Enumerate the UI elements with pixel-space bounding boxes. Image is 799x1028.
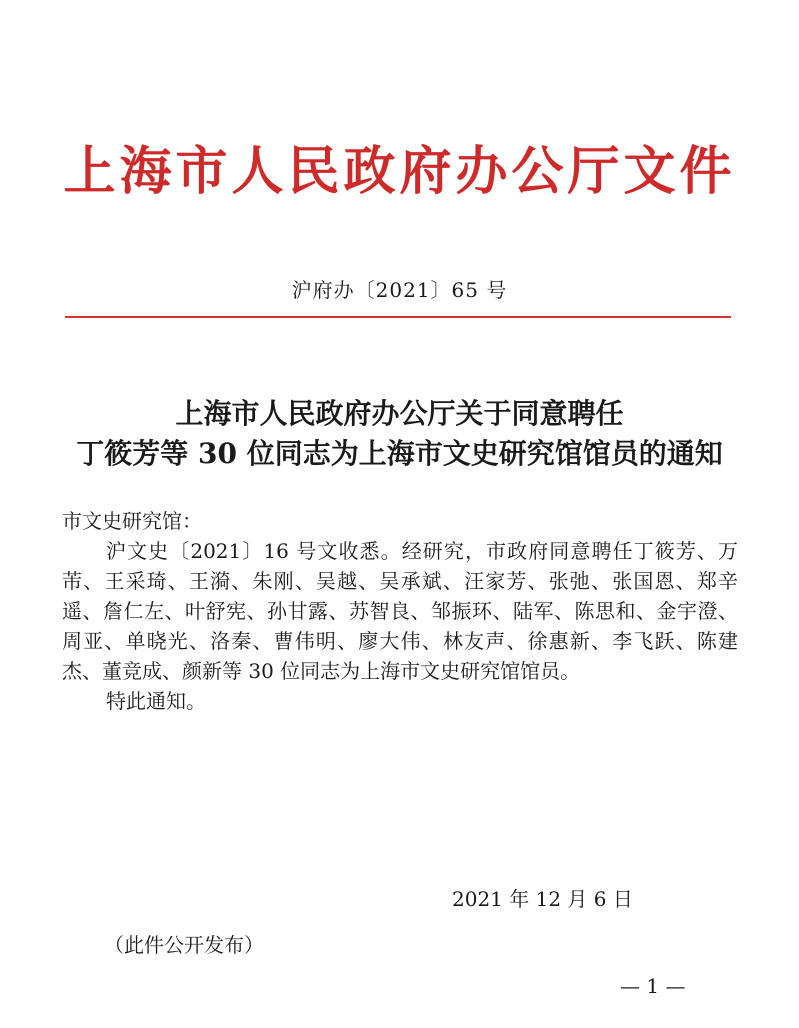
notice-body — [62, 506, 738, 716]
closing-line: 特此通知。 — [106, 689, 206, 713]
notice-title-line-1: 上海市人民政府办公厅关于同意聘任 — [175, 397, 624, 430]
header-divider — [65, 316, 731, 318]
document-header-title: 上海市人民政府办公厅文件 — [63, 141, 736, 202]
body-paragraph: 沪文史〔2021〕16 号文收悉。经研究，市政府同意聘任丁筱芳、万芾、王采琦、王漪、朱刚、吴越、吴承斌、汪家芳、张弛、张国恩、郑辛遥、詹仁左、叶舒宪、孙甘露、苏智良、邹振环、陆军、陈思和、金宇澄、周亚、单晓光、洛秦、曹伟明、廖大伟、林友声、徐惠新、李飞跃、陈建杰、董竞成、颜新等 30 位同志为上海市文史研究馆馆员。 — [62, 539, 738, 683]
notice-title — [0, 394, 799, 474]
document-number: 沪府办〔2021〕65 号 — [291, 278, 508, 302]
notice-title-line-2: 丁筱芳等 30 位同志为上海市文史研究馆馆员的通知 — [76, 437, 723, 470]
page-number: — 1 — — [620, 974, 686, 998]
issue-date: 2021 年 12 月 6 日 — [452, 887, 633, 911]
publish-note: （此件公开发布） — [104, 933, 264, 957]
salutation: 市文史研究馆： — [62, 509, 202, 533]
